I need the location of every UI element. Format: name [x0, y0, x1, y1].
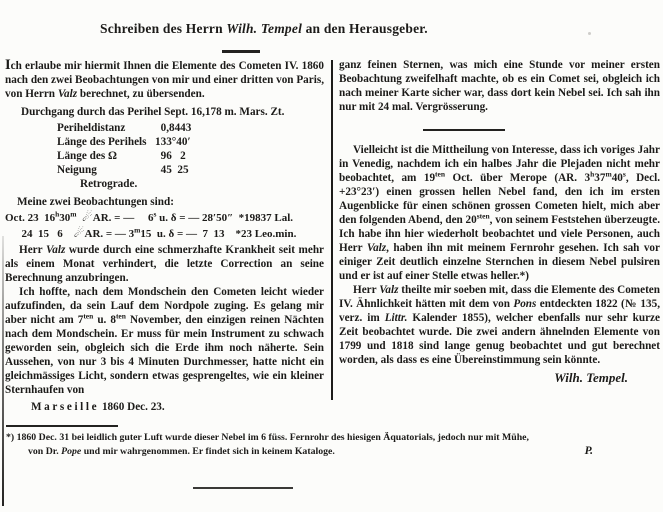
footnote-author-initial: P. [584, 444, 593, 457]
element-row [5, 121, 324, 135]
retrograde-note: Retrograde. [80, 178, 138, 190]
element-label: Länge des Perihels [57, 136, 147, 148]
paragraph-merope-nebula: Vielleicht ist die Mittheilung von Interesse, dass ich voriges Jahr in Venedig, nachdem ich ein halbes Jahr die Plejaden nicht mehr beobachtet, am $19^{ten}$ Oct. über Merope (AR. 3$^h$37$^m$40$^s$, Decl. +23°23′) einen grossen hellen Nebel fand, den ich im ersten Augenblicke für einen schönen grossen Cometen hielt, mich aber den folgenden Abend, den $20^{sten}$, von seinem Feststehen überzeugte. Ich habe ihn hier wiederholt beobachtet und viele Personen, auch Herr Valz, haben ihn mit meinem Fernrohr gesehen. Ich sah vor einiger Zeit deutlich einzelne Sternchen in diesem Nebel pulsiren und er ist auf einer Stelle etwas heller.*) [339, 144, 660, 282]
right-column [339, 58, 660, 114]
paragraph-continuation: ganz feinen Sternen, was mich eine Stunde vor meiner ersten Beobachtung zweifelhaft machte, ob es ein Comet sei, obgleich ich nach meiner Karte sicher war, dass dort kein Nebel sei. Ich sah ihn nur mit 24 mal. Vergrösserung. [339, 59, 660, 113]
element-value: 96 2 [155, 150, 186, 162]
paragraph-pons-elements: Herr Valz theilte mir soeben mit, dass die Elemente des Cometen IV. Ähnlichkeit hätten mit dem von Pons entdeckten 1822 (№ 135, verz. im Littr. Kalender 1855), welcher ebenfalls nur sehr kurze Zeit beobachtet wurde. Die zwei andern ähnelnden Elemente von 1799 und 1818 sind lange genug beobachtet und gut berechnet worden, als dass es eine Übereinstimmung sein könnte. [339, 284, 660, 366]
dateline: Marseille 1860 Dec. 23. [31, 401, 165, 413]
observation-line-1: Oct. 23 16$^h$30$^m$ ☄AR. = — 6$^s$ u. δ = — 28′50″ *19837 Lal. [5, 209, 294, 224]
element-label: Neigung [57, 164, 97, 176]
element-row [5, 149, 324, 163]
observations-intro: Meine zwei Beobachtungen sind: [17, 196, 174, 208]
signature: Wilh. Tempel. [554, 370, 628, 385]
footnote-rule [6, 425, 118, 427]
element-row [5, 163, 324, 177]
comet-icon: ☄ [82, 210, 93, 224]
scan-speck [648, 300, 651, 303]
footnote-line-1: *) 1860 Dec. 31 bei leidlich guter Luft wurde dieser Nebel im 6 füss. Fernrohr des hiesigen Äquatorials, jedoch nur mit Mühe, [6, 432, 529, 443]
right-column-lower [339, 143, 660, 385]
paragraph-valz-illness: Herr Valz wurde durch eine schmerzhafte Krankheit seit mehr als einem Monat verhindert, die letzte Correction an seine Berechnung anzubringen. [5, 244, 325, 284]
element-row [5, 135, 324, 149]
element-value: 0,8443 [155, 122, 192, 134]
paragraph-search: Ich hoffte, nach dem Mondschein den Cometen leicht wieder aufzufinden, da sein Lauf dem Nordpole zuging. Es gelang mir aber nicht am $7^{ten}$ u. $8^{ten}$ November, den einzigen reinen Nächten nach dem Mondschein. Er muss für mein Instrument zu schwach geworden sein, obgleich sich die Erde ihm noch näherte. Sein Aussehen, von nur 3 bis 4 Minuten Durchmesser, hatte nicht ein gleichmässiges Licht, sondern etwas gesprengeltes, wie ein kleiner Sternhaufen von [5, 286, 324, 396]
element-value: 45 25 [155, 164, 189, 176]
scan-speck [588, 32, 591, 35]
orbital-elements-table [5, 105, 324, 191]
page-title: Schreiben des Herrn Wilh. Tempel an den Herausgeber. [100, 21, 428, 36]
column-divider [331, 60, 333, 400]
comet-icon: ☄ [73, 226, 85, 240]
footnote [6, 425, 651, 458]
element-label: Länge des Ω [57, 150, 117, 162]
section-rule [423, 129, 505, 131]
bottom-rule [193, 487, 293, 489]
scan-edge-border [2, 236, 4, 506]
footnote-line-2 [6, 445, 651, 459]
observation-line-2: 24 15 6 ☄AR. = — 3$^m$15 u. δ = — 7 13 *23 Leo.min. [5, 225, 297, 240]
element-label: Periheldistanz [57, 122, 126, 134]
paragraph-intro: Ich erlaube mir hiermit Ihnen die Elemente des Cometen IV. 1860 nach den zwei Beobachtungen von mir und einer dritten von Paris, von Herrn Valz berechnet, zu übersenden. [5, 57, 324, 100]
element-value: 133°40′ [155, 136, 191, 148]
elements-heading: Durchgang durch das Perihel Sept. 16,178 m. Mars. Zt. [21, 106, 285, 118]
title-rule [222, 50, 260, 53]
left-column [5, 58, 324, 414]
footnote-line-2-text: von Dr. Pope und mir wahrgenommen. Er findet sich in keinem Kataloge. [28, 445, 335, 457]
